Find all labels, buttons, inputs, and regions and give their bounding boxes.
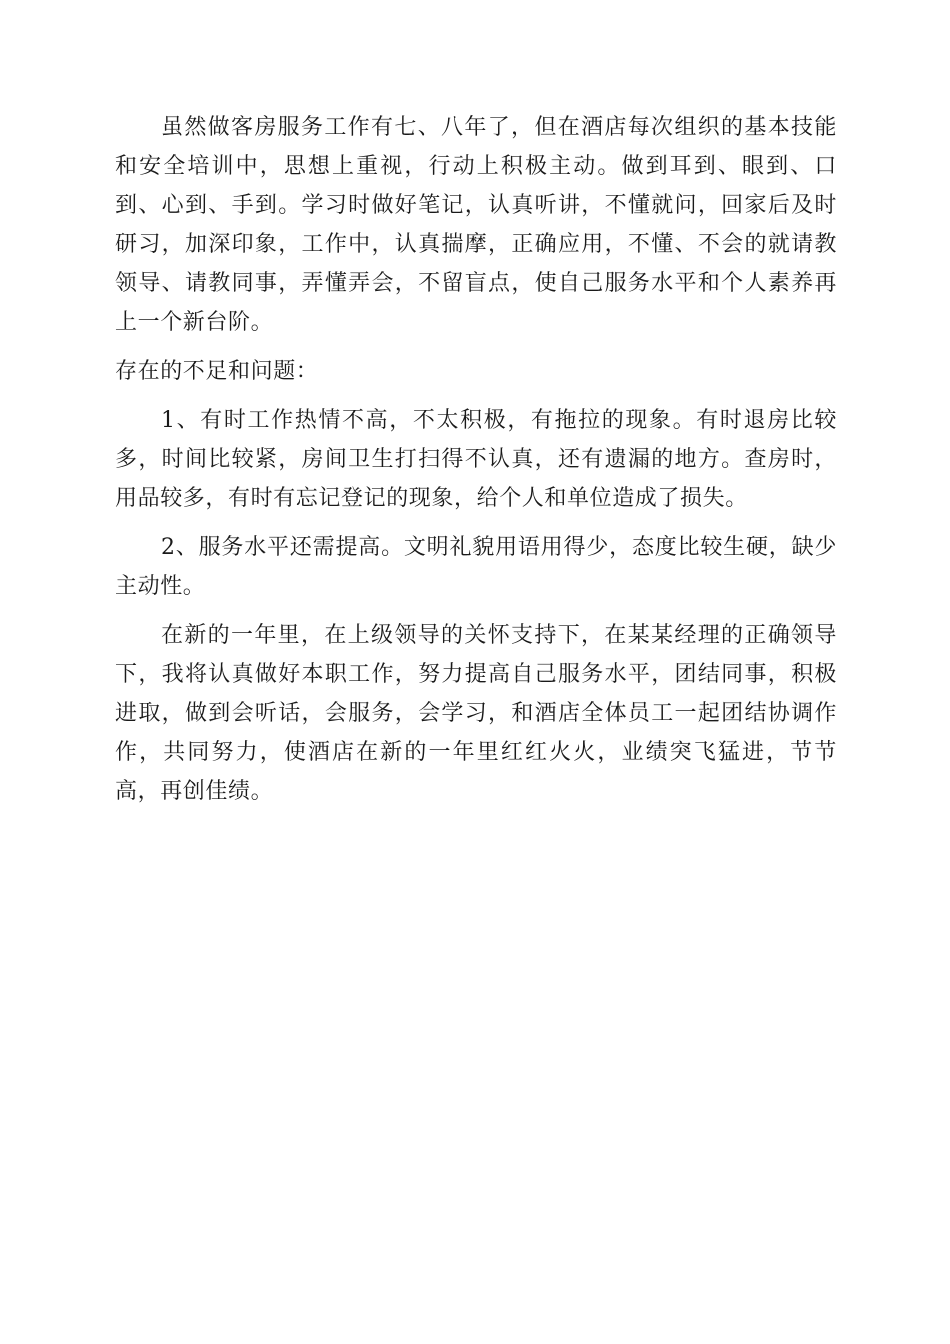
paragraph-issue-2: 2、服务水平还需提高。文明礼貌用语用得少，态度比较生硬，缺少主动性。 (115, 535, 837, 599)
document-body (115, 108, 837, 821)
section-heading-shortcomings: 存在的不足和问题： (115, 359, 319, 384)
paragraph-new-year-plan: 在新的一年里，在上级领导的关怀支持下，在某某经理的正确领导下，我将认真做好本职工作，努力提高自己服务水平，团结同事，积极进取，做到会听话，会服务，会学习，和酒店全体员工一起团结协调作作，共同努力，使酒店在新的一年里红红火火，业绩突飞猛进，节节高，再创佳绩。 (115, 623, 837, 804)
paragraph-issue-1: 1、有时工作热情不高，不太积极，有拖拉的现象。有时退房比较多，时间比较紧，房间卫生打扫得不认真，还有遗漏的地方。查房时，用品较多，有时有忘记登记的现象，给个人和单位造成了损失。 (115, 408, 837, 511)
paragraph-training: 虽然做客房服务工作有七、八年了，但在酒店每次组织的基本技能和安全培训中，思想上重视，行动上积极主动。做到耳到、眼到、口到、心到、手到。学习时做好笔记，认真听讲，不懂就问，回家后及时研习，加深印象，工作中，认真揣摩，正确应用，不懂、不会的就请教领导、请教同事，弄懂弄会，不留盲点，使自己服务水平和个人素养再上一个新台阶。 (115, 115, 837, 335)
